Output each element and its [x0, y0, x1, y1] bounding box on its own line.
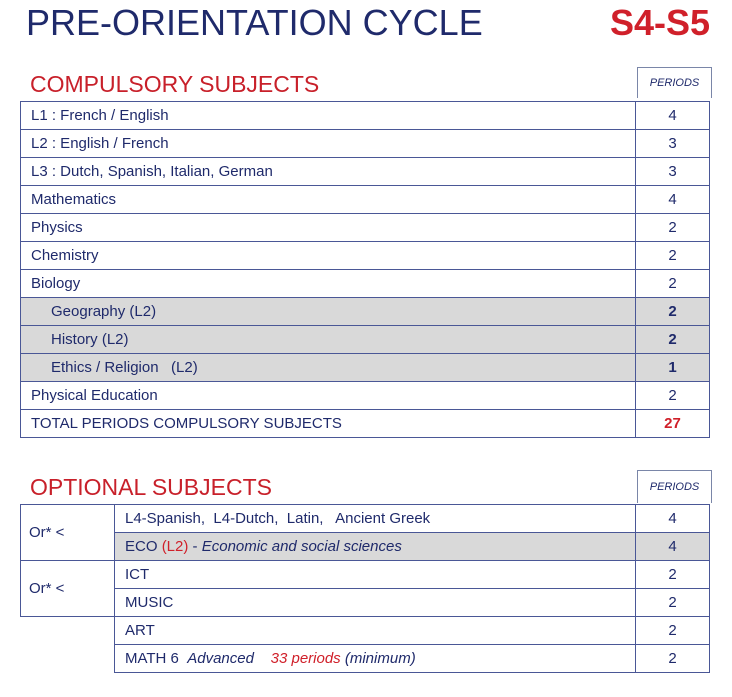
- periods-value: 2: [636, 617, 710, 645]
- optional-table: [20, 504, 710, 673]
- periods-value: 2: [636, 326, 710, 354]
- subject-name: Chemistry: [21, 242, 636, 270]
- periods-value: 4: [636, 533, 710, 561]
- table-row: [21, 298, 710, 326]
- optional-title: OPTIONAL SUBJECTS: [30, 474, 272, 500]
- periods-value: 2: [636, 561, 710, 589]
- table-row: [21, 158, 710, 186]
- periods-value: 2: [636, 214, 710, 242]
- choice-group-label: Or* <: [21, 561, 115, 617]
- subject-code: MATH 6: [125, 650, 188, 667]
- periods-value: 2: [636, 242, 710, 270]
- periods-value: 2: [636, 589, 710, 617]
- table-row: [21, 561, 710, 589]
- optional-periods-header: PERIODS: [637, 470, 712, 503]
- subject-periods-note: 33 periods: [270, 650, 341, 667]
- table-row: [21, 130, 710, 158]
- table-row: [21, 242, 710, 270]
- subject-name: L4-Spanish, L4-Dutch, Latin, Ancient Greek: [115, 505, 636, 533]
- subject-name: History (L2): [21, 326, 636, 354]
- periods-value: 4: [636, 102, 710, 130]
- subject-name: [115, 645, 636, 673]
- table-row: [21, 214, 710, 242]
- subject-code: ECO: [125, 538, 162, 555]
- table-row: [21, 589, 710, 617]
- table-row: [21, 533, 710, 561]
- table-row: [21, 326, 710, 354]
- periods-value: 2: [636, 270, 710, 298]
- compulsory-periods-header: PERIODS: [637, 67, 712, 98]
- table-row: [21, 505, 710, 533]
- empty-cell: [21, 645, 115, 673]
- total-label: TOTAL PERIODS COMPULSORY SUBJECTS: [21, 410, 636, 438]
- total-row: [21, 410, 710, 438]
- subject-level: Advanced: [187, 650, 254, 667]
- table-row: [21, 102, 710, 130]
- cycle-code: S4-S5: [609, 2, 710, 43]
- table-row: [21, 617, 710, 645]
- subject-minimum-note: (minimum): [344, 650, 416, 667]
- subject-name: Ethics / Religion (L2): [21, 354, 636, 382]
- subject-name: ART: [115, 617, 636, 645]
- subject-name: Geography (L2): [21, 298, 636, 326]
- subject-name: L3 : Dutch, Spanish, Italian, German: [21, 158, 636, 186]
- total-value: 27: [636, 410, 710, 438]
- subject-name: [115, 533, 636, 561]
- table-row: [21, 354, 710, 382]
- periods-value: 4: [636, 505, 710, 533]
- subject-name: L2 : English / French: [21, 130, 636, 158]
- periods-value: 2: [636, 382, 710, 410]
- subject-language-tag: (L2): [161, 538, 189, 555]
- table-row: [21, 270, 710, 298]
- subject-description: Economic and social sciences: [201, 538, 402, 555]
- compulsory-title: COMPULSORY SUBJECTS: [30, 71, 320, 97]
- page-title: PRE-ORIENTATION CYCLE: [26, 2, 483, 43]
- subject-name: Biology: [21, 270, 636, 298]
- subject-name: Mathematics: [21, 186, 636, 214]
- subject-separator: -: [188, 538, 202, 555]
- table-row: [21, 186, 710, 214]
- periods-value: 2: [636, 645, 710, 673]
- choice-group-label: Or* <: [21, 505, 115, 561]
- periods-value: 3: [636, 130, 710, 158]
- periods-value: 4: [636, 186, 710, 214]
- empty-cell: [21, 617, 115, 645]
- table-row: [21, 645, 710, 673]
- compulsory-table: [20, 101, 710, 438]
- subject-name: Physics: [21, 214, 636, 242]
- periods-value: 2: [636, 298, 710, 326]
- table-row: [21, 382, 710, 410]
- subject-name: Physical Education: [21, 382, 636, 410]
- subject-name: L1 : French / English: [21, 102, 636, 130]
- periods-value: 3: [636, 158, 710, 186]
- subject-name: MUSIC: [115, 589, 636, 617]
- subject-name: ICT: [115, 561, 636, 589]
- periods-value: 1: [636, 354, 710, 382]
